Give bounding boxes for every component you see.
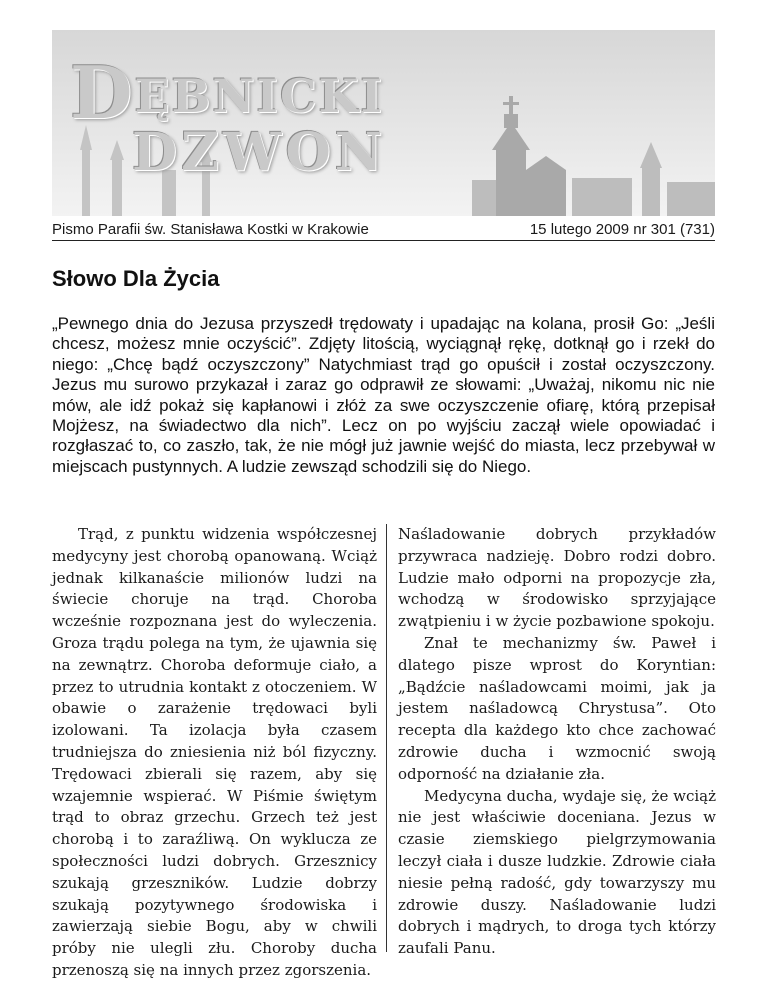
left-column (52, 524, 377, 982)
masthead-title-line2: DZWON (132, 122, 387, 183)
masthead (52, 30, 715, 216)
right-column-paragraph: Znał te mechanizmy św. Paweł i dlatego pisze wprost do Koryntian: „Bądźcie naśladowcami moimi, jak ja jestem naśladowcą Chrystusa”. Oto recepta dla każdego kto chce zachować zdrowie ducha i wzmocnić swoją odporność na działanie zła. (398, 633, 716, 783)
publication-info-bar (52, 219, 715, 241)
column-divider (386, 524, 387, 952)
lead-quote: „Pewnego dnia do Jezusa przyszedł trędowaty i upadając na kolana, prosił Go: „Jeśli chcesz, możesz mnie oczyścić”. Zdjęty litością, wyciągnął rękę, dotknął go i rzekł do niego: „Chcę bądź oczyszczony” Natychmiast trąd go opuścił i został oczyszczony. Jezus mu surowo przykazał i zaraz go odprawił ze słowami: „Uważaj, nikomu nic nie mów, ale idź pokaż się kapłanowi i złóż za swe oczyszczenie ofiarę, którą przepisał Mojżesz, na świadectwo dla nich”. Lecz on po wyjściu zaczął wiele opowiadać i rozgłaszać to, co zaszło, tak, że nie mógł już jawnie wejść do miasta, lecz przebywał w miejscach pustynnych. A ludzie zewsząd schodzili się do Niego. (52, 314, 715, 476)
article-title: Słowo Dla Życia (52, 266, 220, 291)
right-column-paragraph: Naśladowanie dobrych przykładów przywraca nadzieję. Dobro rodzi dobro. Ludzie mało odporni na propozycje zła, wchodzą w środowisko sprzyjające zwątpieniu i w życie pozbawione spokoju. (398, 525, 716, 631)
masthead-initial: D (70, 50, 135, 135)
issue-info: 15 lutego 2009 nr 301 (731) (529, 221, 715, 238)
masthead-title-rest: ĘBNICKI (134, 69, 385, 123)
right-column (398, 524, 716, 960)
publication-name: Pismo Parafii św. Stanisława Kostki w Krakowie (52, 221, 369, 238)
left-column-paragraph: Trąd, z punktu widzenia współczesnej medycyny jest chorobą opanowaną. Wciąż jednak kilkanaście milionów ludzi na świecie choruje na trąd. Choroba wcześnie rozpoznana jest do wyleczenia. Groza trądu polega na tym, że ujawnia się na zewnątrz. Choroba deformuje ciało, a przez to utrudnia kontakt z otoczeniem. W obawie o zarażenie trędowaci byli izolowani. Ta izolacja była czasem trudniejsza do zniesienia niż ból fizyczny. Trędowaci zbierali się razem, aby się wzajemnie wspierać. W Piśmie świętym trąd to obraz grzechu. Grzech też jest chorobą i to zaraźliwą. On wyklucza ze społeczności ludzi dobrych. Grzesznicy szukają grzeszników. Ludzie dobrzy szukają pozytywnego środowiska i zawierzają siebie Bogu, aby w chwili próby nie ulegli złu. Choroby ducha przenoszą się na innych przez zgorszenia. (52, 525, 377, 979)
right-column-paragraph: Medycyna ducha, wydaje się, że wciąż nie jest właściwie doceniana. Jezus w czasie ziemskiego pielgrzymowania leczył ciała i dusze ludzkie. Zdrowie ciała niesie pełną radość, gdy towarzyszy mu zdrowie duszy. Naśladowanie ludzi dobrych i mądrych, to droga tych którzy zaufali Panu. (398, 786, 716, 958)
